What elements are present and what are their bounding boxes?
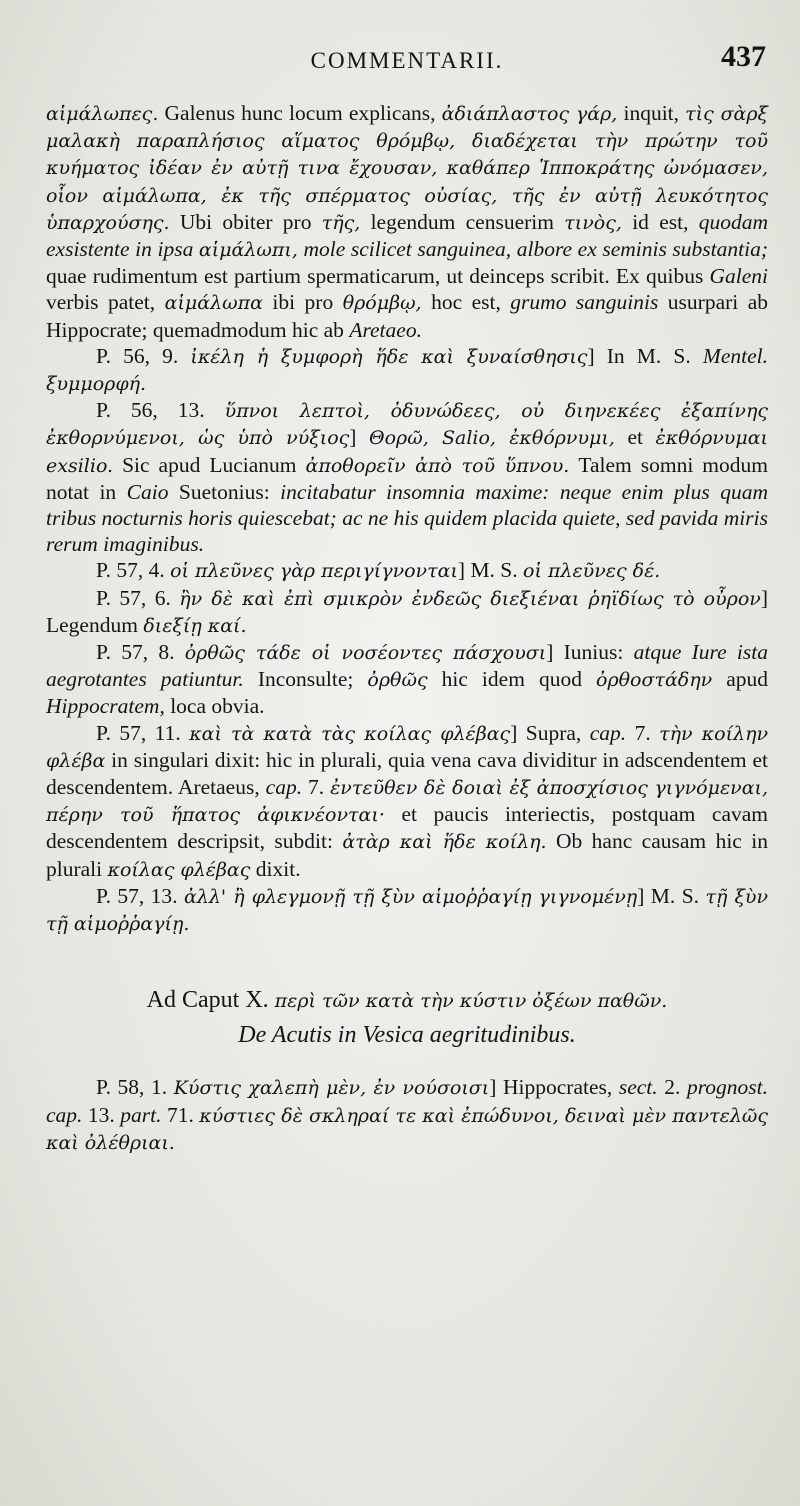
- paragraph: [46, 639, 768, 720]
- chapter-heading-greek: περὶ τῶν κατὰ τὴν κύστιν ὀξέων παθῶν.: [274, 990, 668, 1013]
- text-run: et: [614, 425, 656, 450]
- text-run: ibi pro: [262, 290, 343, 315]
- greek-text: Θορῶ, Salio, ἐκθόρνυμι,: [369, 427, 615, 450]
- paragraph: [46, 343, 768, 397]
- italic-text: Mentel.: [702, 343, 768, 368]
- text-run: P. 56, 13.: [96, 398, 225, 423]
- text-run: Inconsulte;: [243, 667, 368, 692]
- text-run: usurpari ab Hippocrate; quemadmodum hic ab: [46, 290, 769, 342]
- italic-text: Hippocratem,: [46, 694, 165, 719]
- greek-text: ἀλλ' ἢ φλεγμονῇ τῇ ξὺν αἱμοῤῥαγίῃ γιγνομένῃ: [183, 885, 638, 908]
- greek-text: ξυμμορφή.: [46, 373, 147, 396]
- greek-text: τῇ ξὺν τῇ αἱμοῤῥαγίῃ.: [46, 885, 769, 936]
- greek-text: κύστιες δὲ σκληραί τε καὶ ἐπώδυνοι, δειναὶ μὲν παντελῶς καὶ ὀλέθριαι.: [46, 1104, 768, 1154]
- paragraph: [46, 557, 768, 584]
- text-run: Sic apud Lucianum: [113, 452, 306, 477]
- italic-text: cap.: [265, 775, 303, 800]
- text-run: 13.: [82, 1102, 121, 1127]
- italic-text: cap.: [589, 720, 627, 745]
- italic-text: mole scilicet sanguinea, albore ex seminis substantia;: [297, 237, 768, 262]
- text-run: P. 56, 9.: [96, 343, 191, 368]
- text-run: ] Legendum: [46, 585, 768, 637]
- text-run: loca obvia.: [164, 694, 265, 719]
- greek-text: αἱμάλωπες.: [46, 103, 159, 125]
- greek-text: αἱμάλωπα: [164, 292, 263, 315]
- paragraph: [46, 397, 768, 557]
- text-run: Suetonius:: [168, 479, 281, 504]
- text-run: ] Iunius:: [546, 640, 634, 665]
- greek-text: θρόμβῳ,: [342, 292, 422, 315]
- commentary-text: [46, 100, 768, 937]
- greek-text: διεξίῃ καί.: [143, 614, 247, 637]
- greek-text: ἐκθόρνυμαι exsilio.: [46, 427, 768, 477]
- greek-text: τὴν κοίλην φλέβα: [46, 722, 768, 772]
- greek-text: αἱμάλωπι,: [198, 239, 298, 262]
- text-run: P. 57, 11.: [96, 720, 190, 745]
- greek-text: ἀδιάπλαστος γάρ,: [441, 103, 618, 125]
- text-run: P. 58, 1.: [96, 1075, 174, 1100]
- italic-text: part.: [120, 1102, 162, 1127]
- text-run: ] Hippocrates,: [489, 1075, 619, 1100]
- text-run: P. 57, 4.: [96, 558, 171, 583]
- text-run: id est,: [621, 209, 699, 234]
- text-run: in singulari dixit: hic in plurali, quia vena cava dividitur in adscendentem et descendentem. Aretaeus,: [46, 747, 768, 800]
- italic-text: Caio: [126, 479, 169, 504]
- text-run: apud: [712, 667, 768, 692]
- greek-text: κοίλας φλέβας: [107, 858, 251, 881]
- greek-text: ὀρθῶς τάδε οἱ νοσέοντες πάσχουσι: [184, 642, 547, 665]
- text-run: quae rudimentum est partium spermaticarum, ut deinceps scribit. Ex quibus: [46, 264, 710, 289]
- text-run: inquit,: [617, 101, 686, 125]
- running-head: [46, 38, 768, 100]
- italic-text: prognost. cap.: [46, 1075, 769, 1127]
- chapter-subheading: De Acutis in Vesica aegritudinibus.: [238, 1022, 576, 1049]
- greek-text: ὀρθῶς: [367, 669, 428, 692]
- italic-text: incitabatur insomnia maxime: neque enim plus quam tribus nocturnis horis quiescebat; ac ne his quidem placida quiete, sed pavida miris rerum imaginibus.: [46, 479, 768, 557]
- text-run: Galenus hunc locum explicans,: [158, 101, 442, 125]
- greek-text: ἰκέλη ἡ ξυμφορὴ ἥδε καὶ ξυναίσθησις: [190, 345, 588, 368]
- italic-text: Galeni: [709, 264, 768, 289]
- paragraph: [46, 1074, 768, 1156]
- text-run: Ubi obiter pro: [169, 209, 322, 234]
- page-number: 437: [721, 40, 766, 73]
- text-run: 7.: [626, 720, 660, 745]
- text-run: ] Supra,: [510, 720, 590, 745]
- italic-text: grumo sanguinis: [510, 290, 659, 315]
- text-run: hic idem quod: [427, 667, 596, 692]
- text-run: Talem somni modum notat in: [46, 452, 768, 504]
- text-run: ] M. S.: [637, 883, 706, 908]
- greek-text: ἢν δὲ καὶ ἐπὶ σμικρὸν ἐνδεῶς διεξιέναι ῥηϊδίως τὸ οὖρον: [179, 587, 761, 610]
- text-run: verbis patet,: [46, 290, 165, 315]
- greek-text: καὶ τὰ κατὰ τὰς κοίλας φλέβας: [189, 722, 511, 745]
- text-run: 7.: [302, 775, 331, 800]
- greek-text: τινὸς,: [564, 211, 622, 234]
- text-run: legendum censuerim: [360, 209, 565, 234]
- italic-text: atque Iure ista aegrotantes patiuntur.: [46, 640, 768, 692]
- text-run: hoc est,: [421, 290, 511, 315]
- paragraph: [46, 720, 768, 883]
- text-run: P. 57, 8.: [96, 640, 185, 665]
- greek-text: οἱ πλεῦνες γὰρ περιγίγνονται: [170, 560, 458, 583]
- text-run: ] In M. S.: [587, 343, 703, 368]
- paragraph: [46, 100, 768, 343]
- greek-text: τῆς,: [321, 211, 361, 234]
- italic-text: Aretaeo.: [349, 317, 422, 342]
- text-run: ] M. S.: [457, 558, 524, 583]
- text-run: 71.: [161, 1102, 200, 1127]
- chapter-heading-label: Ad Caput X.: [146, 987, 275, 1014]
- paragraph: [46, 585, 768, 639]
- text-run: et paucis interiectis, postquam cavam descendentem descripsit, subdit:: [46, 802, 769, 854]
- paragraph: [46, 883, 768, 937]
- text-run: P. 57, 6.: [96, 585, 180, 610]
- greek-text: ὀρθοστάδην: [596, 669, 713, 692]
- text-run: P. 57, 13.: [96, 883, 184, 908]
- italic-text: quodam exsistente in ipsa: [46, 209, 769, 262]
- text-run: 2.: [657, 1075, 687, 1100]
- greek-text: Κύστις χαλεπὴ μὲν, ἐν νούσοισι: [173, 1077, 490, 1100]
- greek-text: τὶς σὰρξ μαλακὴ παραπλήσιος αἵματος θρόμβῳ, διαδέχεται τὴν πρώτην τοῦ κυήματος ἰδέαν ἐν αὐτῇ τινα ἔχουσαν, καθάπερ Ἱπποκράτης ὠνόμασεν, οἷον αἱμάλωπα, ἐκ τῆς σπέρματος οὐσίας, τῆς ἐν αὐτῇ λευκότητος ὑπαρχούσης.: [46, 103, 769, 234]
- chapter-heading: [46, 983, 768, 1052]
- text-run: dixit.: [250, 856, 301, 881]
- text-run: Ob hanc causam hic in plurali: [46, 829, 768, 881]
- italic-text: sect.: [618, 1075, 658, 1100]
- chapter-commentary-text: [46, 1074, 768, 1156]
- greek-text: ἐντεῦθεν δὲ δοιαὶ ἐξ ἀποσχίσιος γιγνόμεναι, πέρην τοῦ ἥπατος ἀφικνέονται·: [46, 777, 769, 827]
- greek-text: οἱ πλεῦνες δέ.: [523, 560, 661, 583]
- greek-text: ἀποθορεῖν ἀπὸ τοῦ ὕπνου.: [305, 454, 570, 477]
- greek-text: ἀτὰρ καὶ ἥδε κοίλη.: [342, 831, 547, 854]
- running-title: COMMENTARII.: [310, 48, 504, 73]
- greek-text: ὕπνοι λεπτοὶ, ὀδυνώδεες, οὐ διηνεκέες ἐξαπίνης ἐκθορνύμενοι, ὡς ὑπὸ νύξιος: [46, 400, 768, 450]
- text-run: ]: [349, 425, 370, 450]
